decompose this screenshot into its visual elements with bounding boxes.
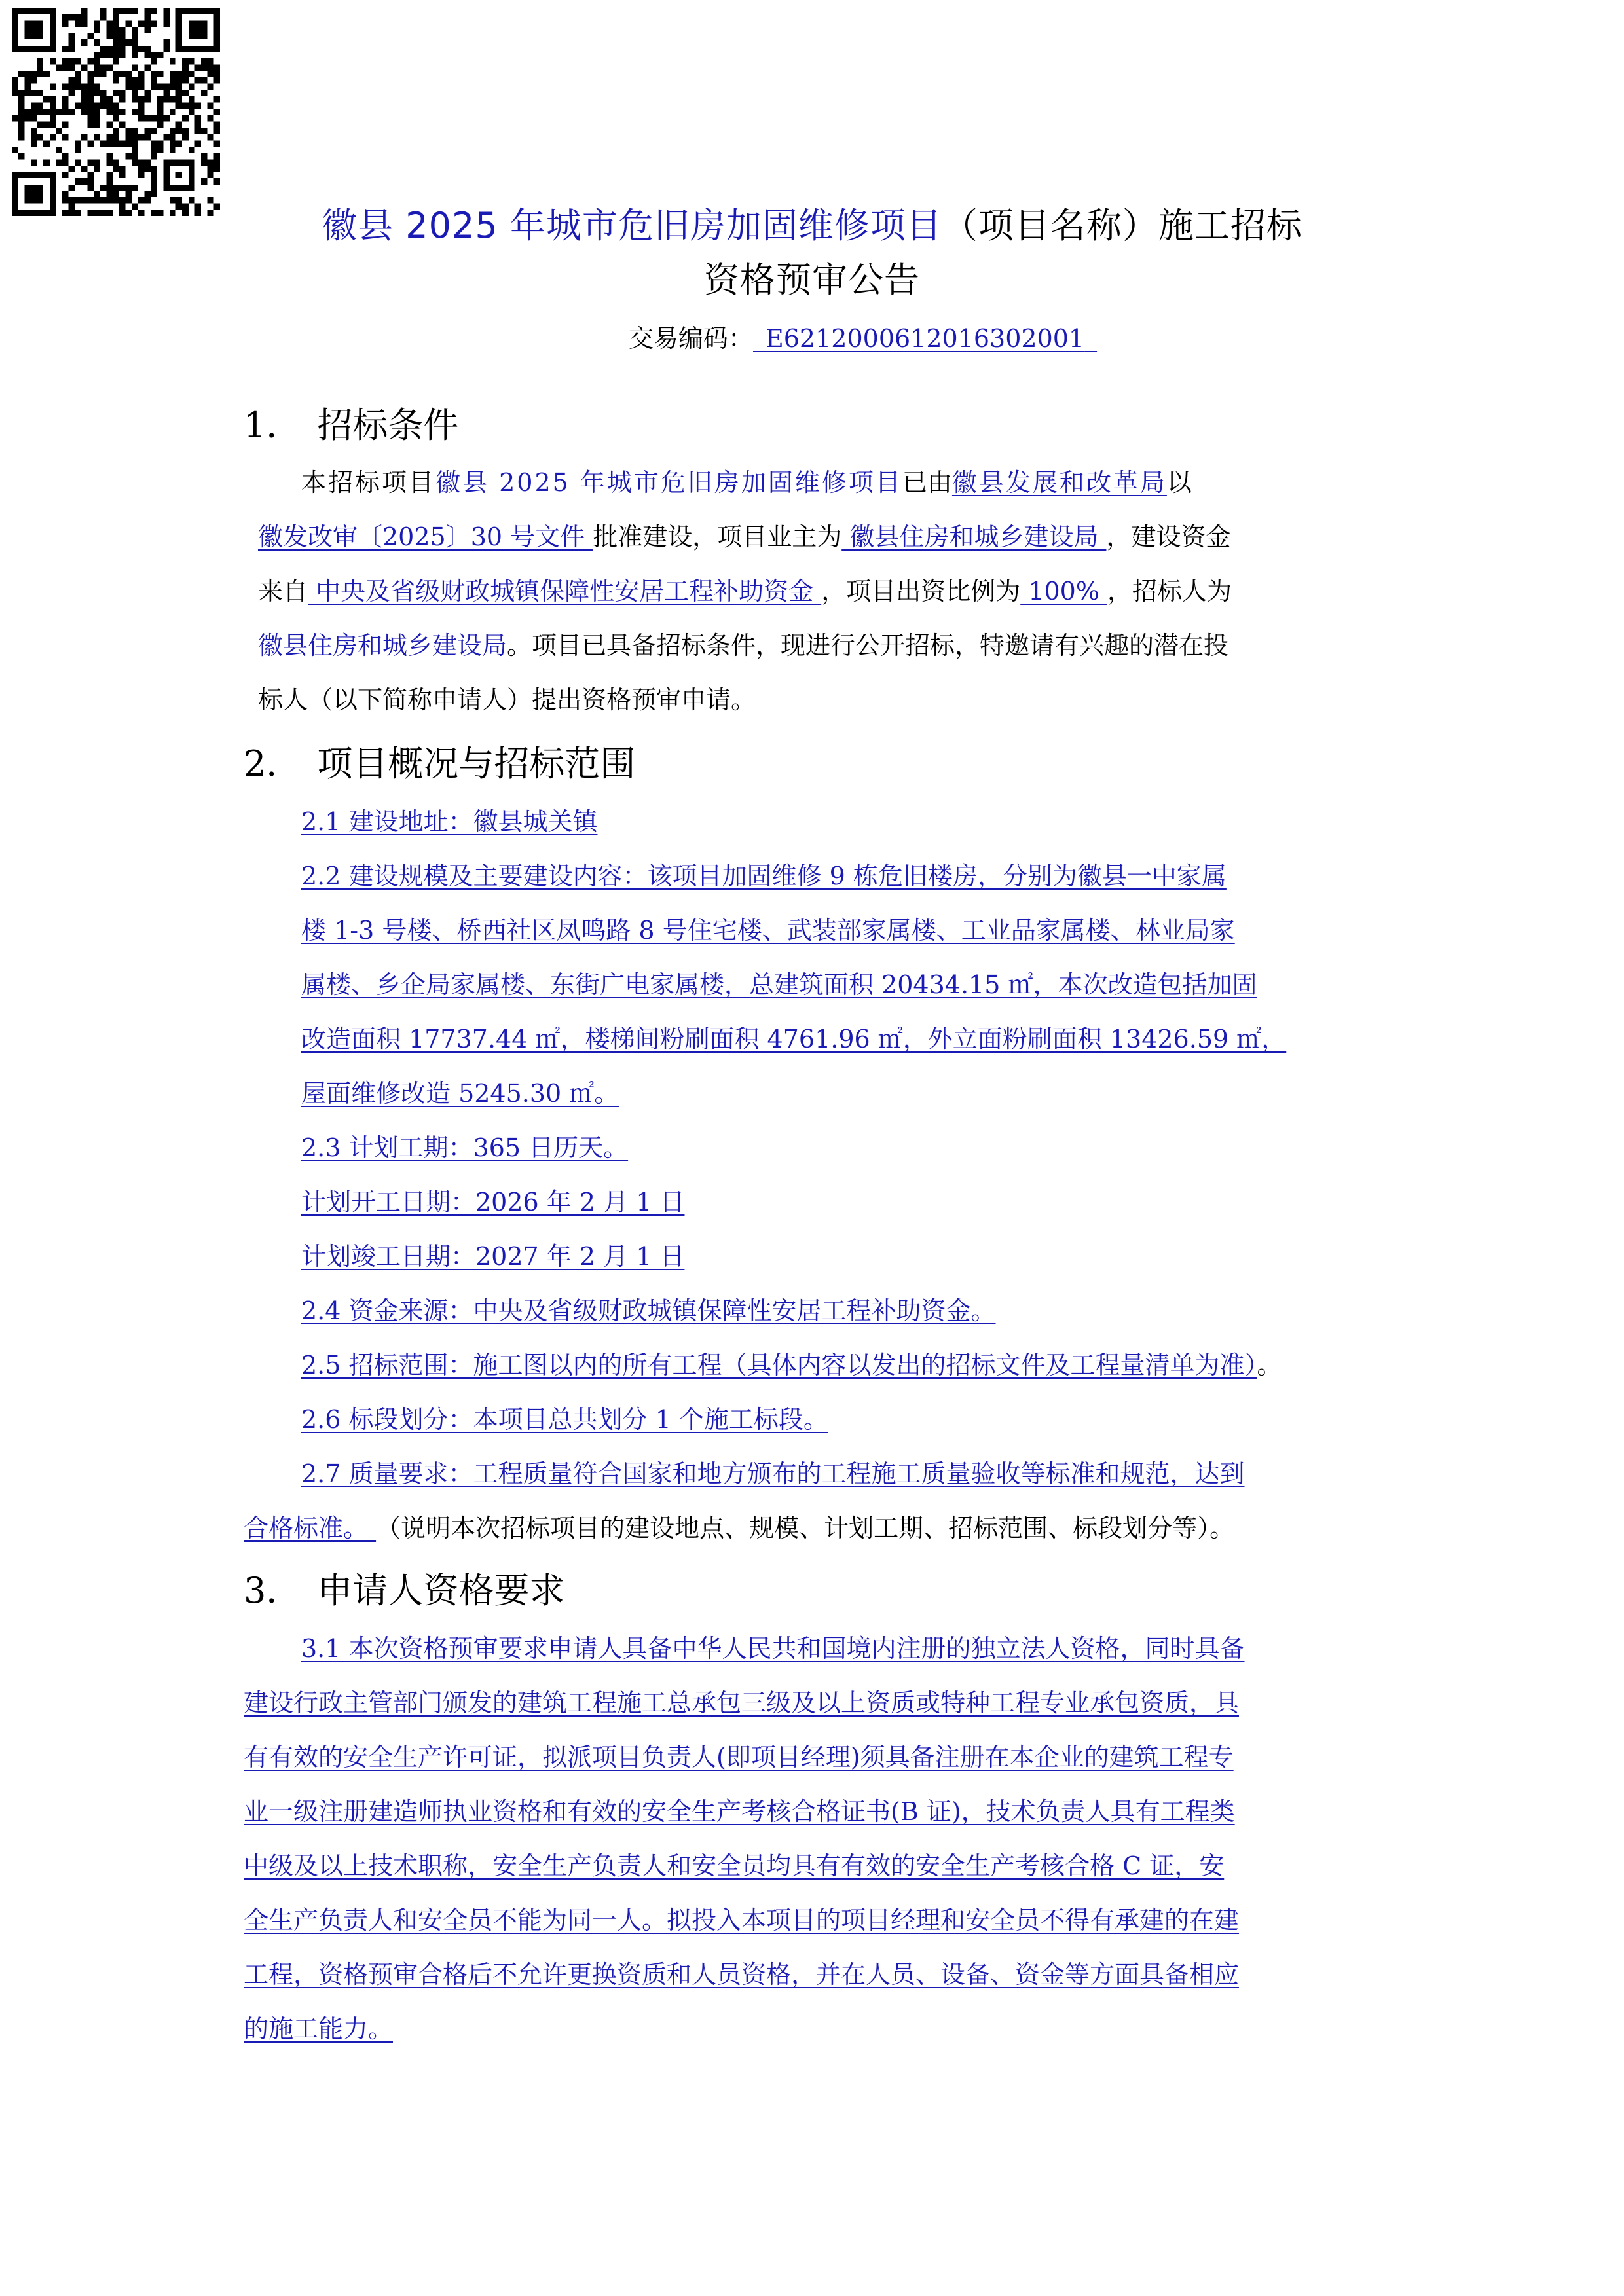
s3-line-4: 业一级注册建造师执业资格和有效的安全生产考核合格证书(B 证)，技术负责人具有工程类 <box>244 1797 1235 1826</box>
s3-line-3: 有有效的安全生产许可证，拟派项目负责人(即项目经理)须具备注册在本企业的建筑工程专 <box>244 1743 1234 1772</box>
s3-line-5: 中级及以上技术职称，安全生产负责人和安全员均具有有效的安全生产考核合格 C 证，安 <box>244 1851 1225 1880</box>
s3-line-8: 的施工能力。 <box>244 2014 394 2043</box>
s2-line-4: 属楼、乡企局家属楼、东街广电家属楼，总建筑面积 20434.15 ㎡，本次改造包括加固 <box>301 970 1257 999</box>
s2-line-12: 2.6 标段划分：本项目总共划分 1 个施工标段。 <box>301 1405 828 1434</box>
section-1-heading: 1． 招标条件 <box>244 405 459 446</box>
s2-line-2: 2.2 建设规模及主要建设内容：该项目加固维修 9 栋危旧楼房，分别为徽县一中家属 <box>301 862 1227 890</box>
title-project-name: 徽县 2025 年城市危旧房加固维修项目 <box>322 205 942 246</box>
s1-line-1: 本招标项目徽县 2025 年城市危旧房加固维修项目已由徽县发展和改革局以 <box>301 468 1192 497</box>
s2-line-9: 计划竣工日期：2027 年 2 月 1 日 <box>301 1242 685 1271</box>
trade-code-label: 交易编码： <box>629 324 754 353</box>
s3-line-6: 全生产负责人和安全员不能为同一人。拟投入本项目的项目经理和安全员不得有承建的在建 <box>244 1906 1240 1935</box>
page-title <box>0 200 1624 252</box>
s3-line-1: 3.1 本次资格预审要求申请人具备中华人民共和国境内注册的独立法人资格，同时具备 <box>301 1634 1245 1663</box>
s2-line-14: 合格标准。 （说明本次招标项目的建设地点、规模、计划工期、招标范围、标段划分等）。 <box>244 1514 1235 1542</box>
section-3-heading: 3． 申请人资格要求 <box>244 1570 565 1611</box>
s1-line-4: 徽县住房和城乡建设局。项目已具备招标条件，现进行公开招标，特邀请有兴趣的潜在投 <box>258 631 1229 660</box>
s2-line-3: 楼 1-3 号楼、桥西社区凤鸣路 8 号住宅楼、武装部家属楼、工业品家属楼、林业局家 <box>301 916 1235 945</box>
section-2-heading: 2． 项目概况与招标范围 <box>244 743 636 784</box>
qr-code-icon <box>12 8 220 216</box>
s1-line-5: 标人（以下简称申请人）提出资格预审申请。 <box>258 685 756 714</box>
s2-line-13: 2.7 质量要求：工程质量符合国家和地方颁布的工程施工质量验收等标准和规范，达到 <box>301 1459 1245 1488</box>
s2-line-7: 2.3 计划工期：365 日历天。 <box>301 1133 629 1162</box>
s1-line-2: 徽发改审〔2025〕30 号文件 批准建设，项目业主为 徽县住房和城乡建设局 ，建设资金 <box>258 522 1231 551</box>
s2-line-5: 改造面积 17737.44 ㎡，楼梯间粉刷面积 4761.96 ㎡，外立面粉刷面积 13426.59 ㎡， <box>301 1025 1287 1053</box>
s2-line-6: 屋面维修改造 5245.30 ㎡。 <box>301 1079 619 1108</box>
s2-line-11: 2.5 招标范围：施工图以内的所有工程（具体内容以发出的招标文件及工程量清单为准）。 <box>301 1351 1282 1379</box>
trade-code <box>629 319 1097 358</box>
s3-line-2: 建设行政主管部门颁发的建筑工程施工总承包三级及以上资质或特种工程专业承包资质，具 <box>244 1688 1240 1717</box>
s2-line-8: 计划开工日期：2026 年 2 月 1 日 <box>301 1188 685 1216</box>
s2-line-10: 2.4 资金来源：中央及省级财政城镇保障性安居工程补助资金。 <box>301 1296 996 1325</box>
page-subtitle: 资格预审公告 <box>704 259 920 301</box>
s1-line-3: 来自 中央及省级财政城镇保障性安居工程补助资金 ，项目出资比例为 100% ，招标人为 <box>258 577 1232 606</box>
trade-code-value: E6212000612016302001 <box>766 324 1085 353</box>
title-suffix: （项目名称）施工招标 <box>942 205 1302 246</box>
s2-line-1: 2.1 建设地址：徽县城关镇 <box>301 807 598 836</box>
s3-line-7: 工程，资格预审合格后不允许更换资质和人员资格，并在人员、设备、资金等方面具备相应 <box>244 1960 1240 1989</box>
